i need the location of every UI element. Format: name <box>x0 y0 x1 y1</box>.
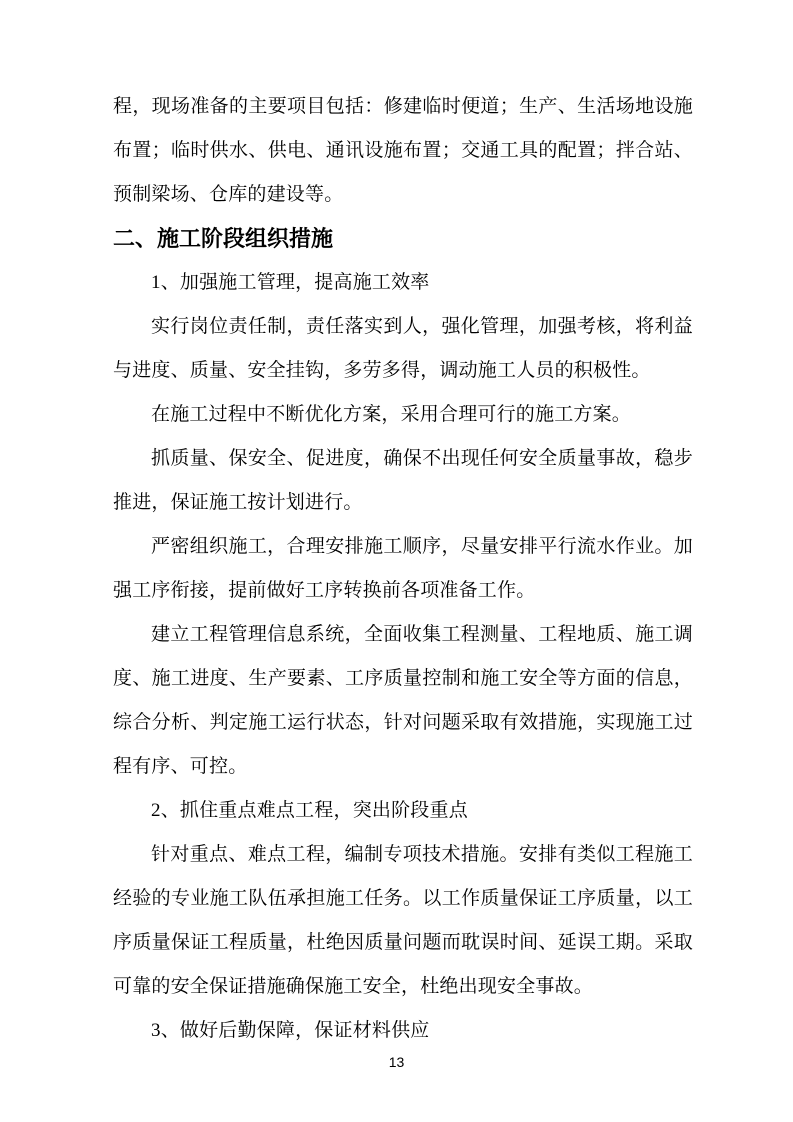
section-heading: 二、施工阶段组织措施 <box>113 226 334 251</box>
paragraph: 程，现场准备的主要项目包括：修建临时便道；生产、生活场地设施布置；临时供水、供电、通讯设施布置；交通工具的配置；拌合站、预制梁场、仓库的建设等。 <box>113 96 693 205</box>
paragraph: 1、加强施工管理，提高施工效率 <box>151 272 430 293</box>
paragraph: 抓质量、保安全、促进度，确保不出现任何安全质量事故，稳步推进，保证施工按计划进行。 <box>113 448 693 513</box>
document-body <box>113 85 693 1053</box>
paragraph: 2、抓住重点难点工程，突出阶段重点 <box>151 800 468 821</box>
paragraph: 针对重点、难点工程，编制专项技术措施。安排有类似工程施工经验的专业施工队伍承担施工任务。以工作质量保证工序质量，以工序质量保证工程质量，杜绝因质量问题而耽误时间、延误工期。采取可靠的安全保证措施确保施工安全，杜绝出现安全事故。 <box>113 844 693 997</box>
paragraph: 实行岗位责任制，责任落实到人，强化管理，加强考核，将利益与进度、质量、安全挂钩，多劳多得，调动施工人员的积极性。 <box>113 316 693 381</box>
paragraph: 在施工过程中不断优化方案，采用合理可行的施工方案。 <box>151 404 632 425</box>
paragraph: 3、做好后勤保障，保证材料供应 <box>151 1020 430 1041</box>
paragraph: 严密组织施工，合理安排施工顺序，尽量安排平行流水作业。加强工序衔接，提前做好工序转换前各项准备工作。 <box>113 536 693 601</box>
page-number: 13 <box>388 1054 405 1070</box>
paragraph: 建立工程管理信息系统，全面收集工程测量、工程地质、施工调度、施工进度、生产要素、工序质量控制和施工安全等方面的信息，综合分析、判定施工运行状态，针对问题采取有效措施，实现施工过程有序、可控。 <box>113 624 693 777</box>
